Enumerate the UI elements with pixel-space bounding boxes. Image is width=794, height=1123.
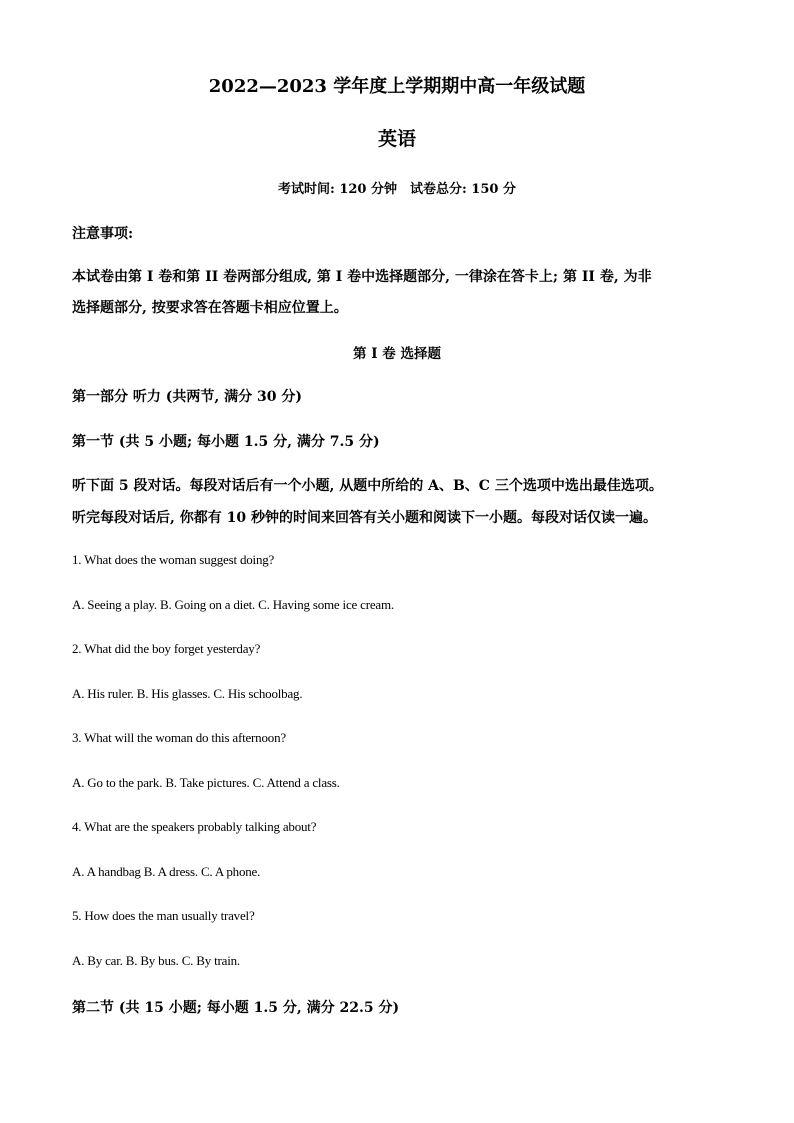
exam-info: 考试时间: 120 分钟 试卷总分: 150 分 [278,182,516,197]
question-5-options: A. By car. B. By bus. C. By train. [72,953,240,968]
notice-heading: 注意事项: [72,226,134,242]
notice-line-2: 选择题部分, 按要求答在答题卡相应位置上。 [72,300,348,316]
question-4-stem: 4. What are the speakers probably talking about? [72,819,317,834]
part-1-heading: 第一部分 听力 (共两节, 满分 30 分) [72,389,302,405]
question-5-stem: 5. How does the man usually travel? [72,908,255,923]
notice-line-1: 本试卷由第 I 卷和第 II 卷两部分组成, 第 I 卷中选择题部分, 一律涂在答卡上; 第 II 卷, 为非 [72,269,652,285]
question-3-options: A. Go to the park. B. Take pictures. C. Attend a class. [72,775,340,790]
question-1-stem: 1. What does the woman suggest doing? [72,552,275,567]
page-title: 2022—2023 学年度上学期期中高一年级试题 [208,76,586,97]
section-1-instruction-1: 听下面 5 段对话。每段对话后有一个小题, 从题中所给的 A、B、C 三个选项中选出最佳选项。 [72,478,663,494]
subject-title: 英语 [377,128,416,150]
section-1-instruction-2: 听完每段对话后, 你都有 10 秒钟的时间来回答有关小题和阅读下一小题。每段对话仅读一遍。 [72,510,657,526]
question-2-options: A. His ruler. B. His glasses. C. His schoolbag. [72,686,303,701]
question-2-stem: 2. What did the boy forget yesterday? [72,641,261,656]
section-2-heading: 第二节 (共 15 小题; 每小题 1.5 分, 满分 22.5 分) [72,1000,400,1016]
question-4-options: A. A handbag B. A dress. C. A phone. [72,864,261,879]
question-3-stem: 3. What will the woman do this afternoon? [72,730,286,745]
question-1-options: A. Seeing a play. B. Going on a diet. C. Having some ice cream. [72,597,394,612]
volume-1-title: 第 I 卷 选择题 [353,346,441,362]
section-1-heading: 第一节 (共 5 小题; 每小题 1.5 分, 满分 7.5 分) [72,434,380,450]
